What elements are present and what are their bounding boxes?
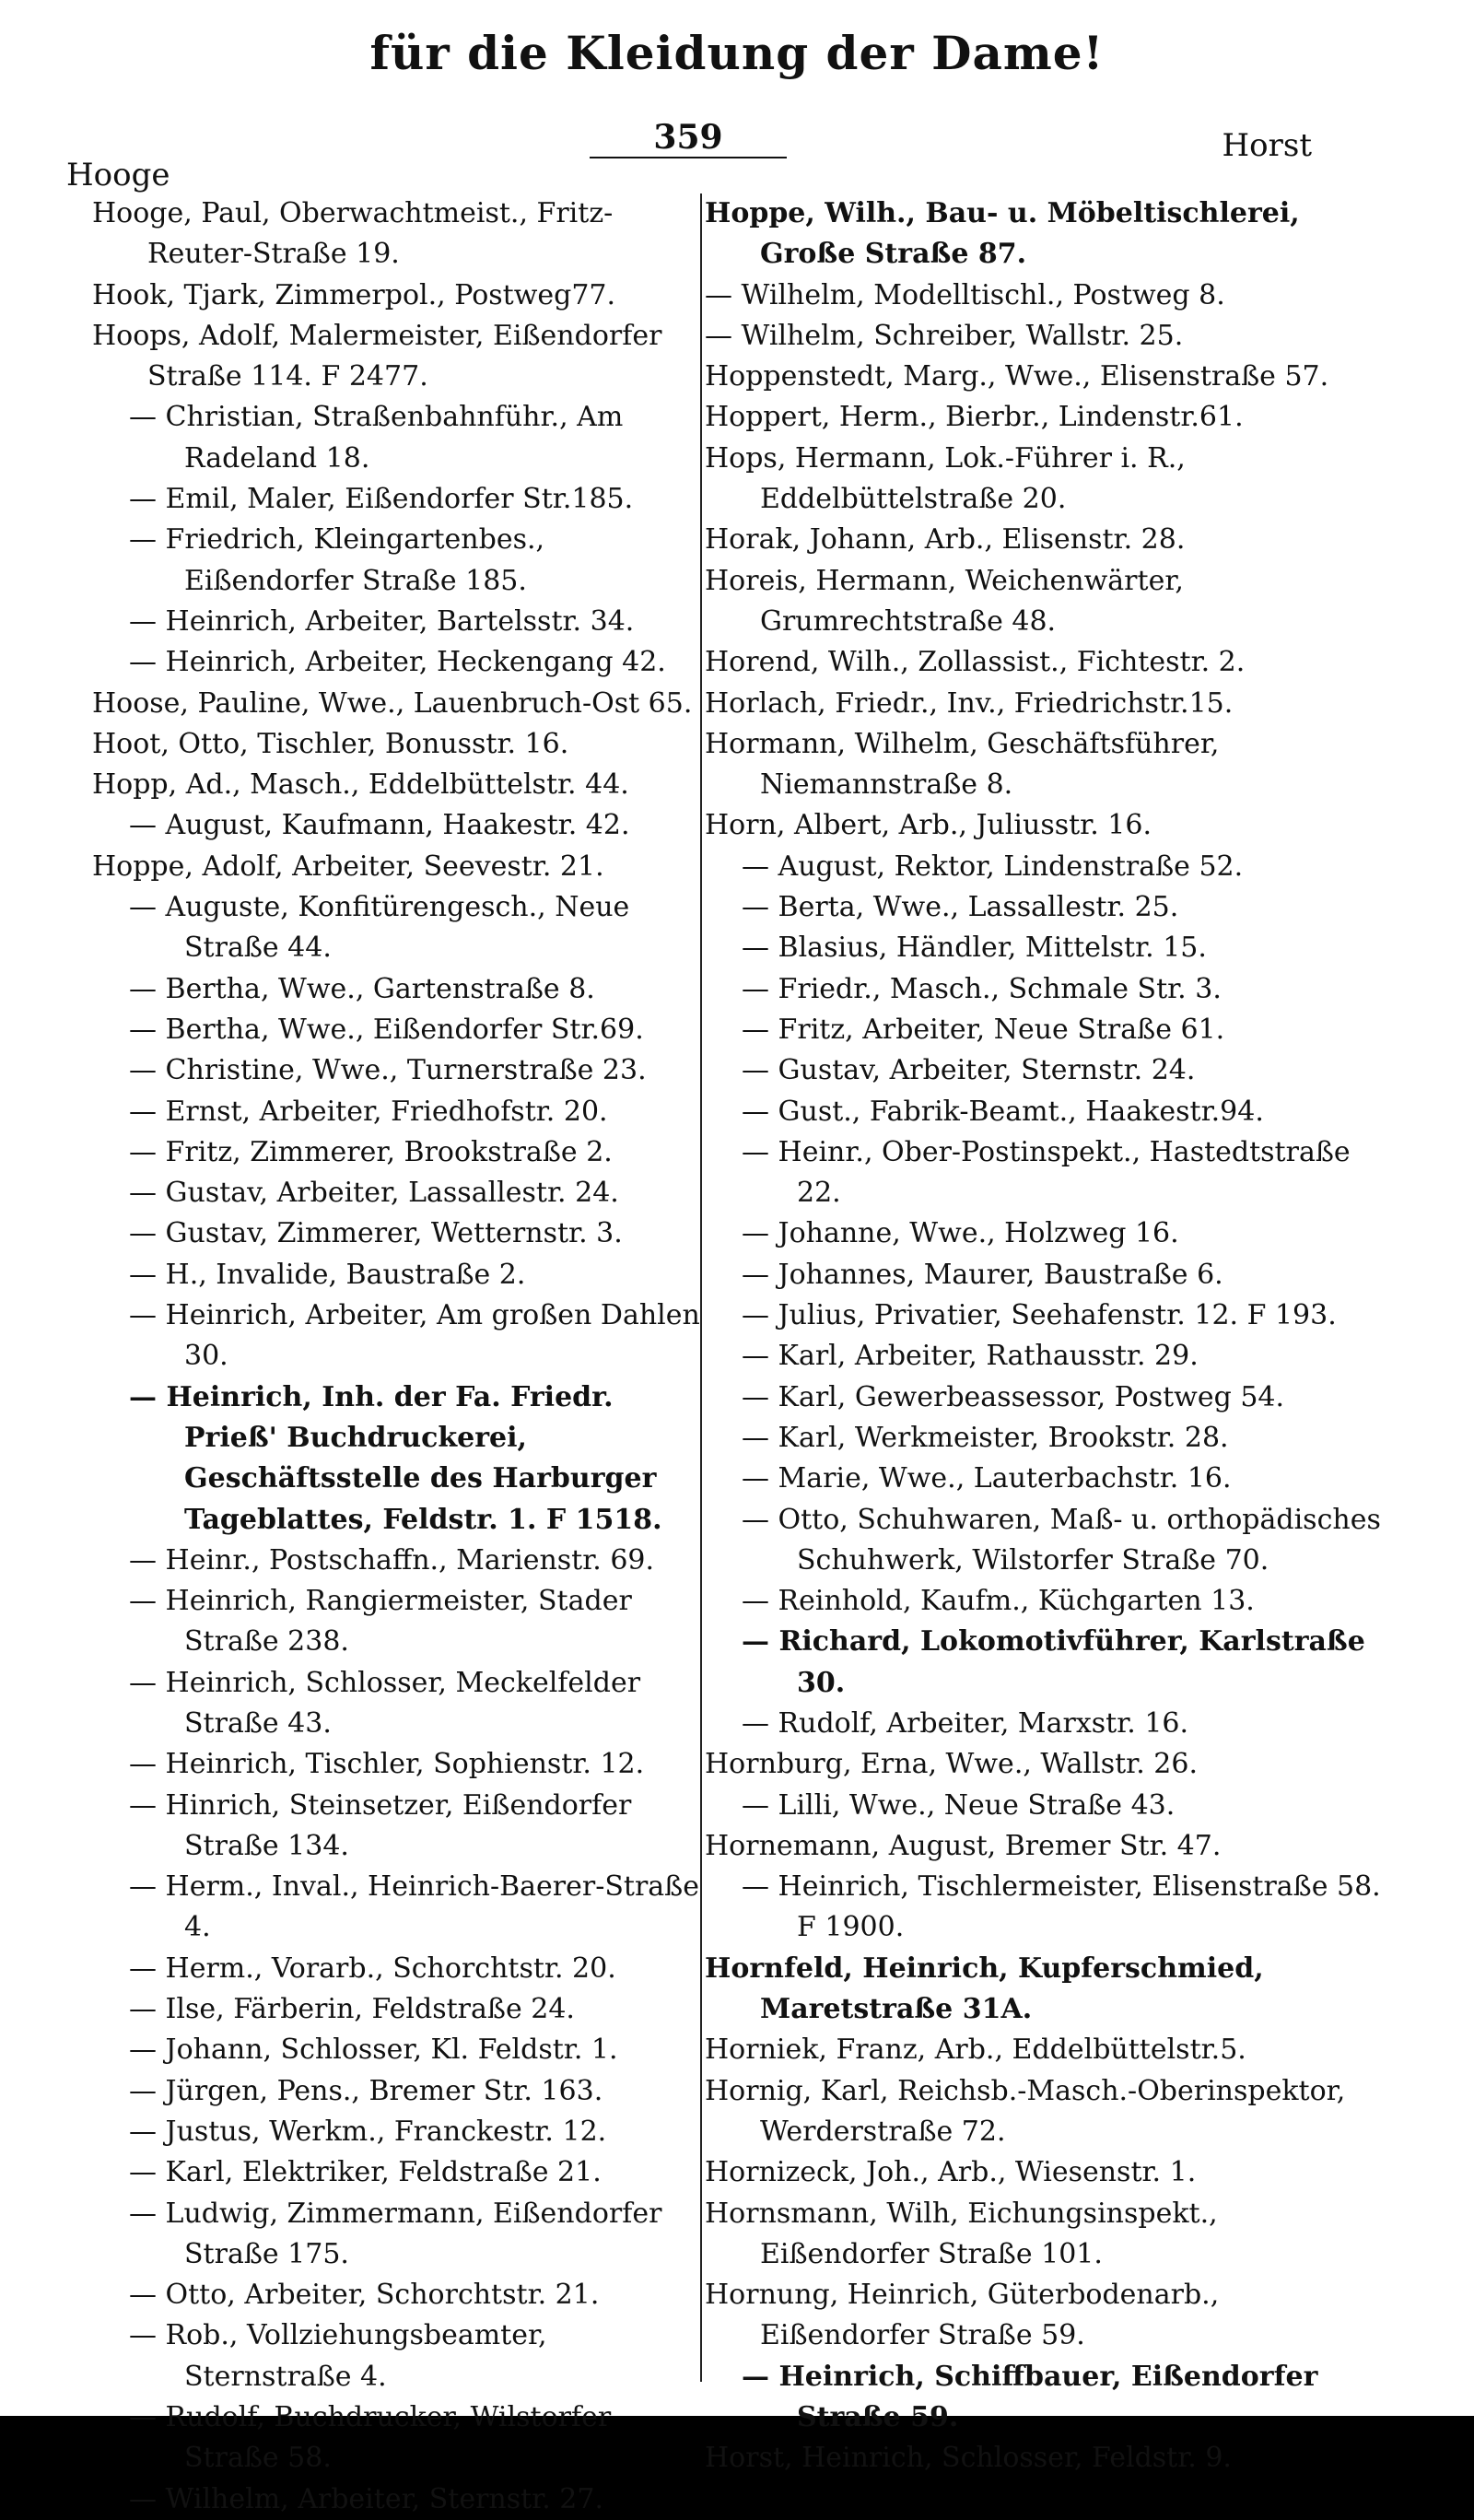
directory-entry: Hoot, Otto, Tischler, Bonusstr. 16. bbox=[92, 727, 569, 760]
directory-entry: — Heinrich, Arbeiter, Heckengang 42. bbox=[129, 646, 666, 679]
directory-entry: — Rob., Vollziehungsbeamter, Sternstraße 4. bbox=[129, 2319, 547, 2393]
directory-entry: — Rudolf, Buchdrucker, Wilstorfer Straße 58. bbox=[129, 2401, 612, 2475]
directory-entry: — Heinrich, Tischlermeister, Elisenstraße 58. F 1900. bbox=[742, 1870, 1381, 1944]
directory-entry: — Hinrich, Steinsetzer, Eißendorfer Straße 134. bbox=[129, 1788, 632, 1862]
directory-entry: — August, Rektor, Lindenstraße 52. bbox=[742, 850, 1244, 883]
directory-entry: — Gustav, Arbeiter, Lassallestr. 24. bbox=[129, 1177, 619, 1210]
directory-entry: Hornfeld, Heinrich, Kupferschmied, Maretstraße 31A. bbox=[705, 1952, 1264, 2026]
directory-entry: — Heinrich, Schlosser, Meckelfelder Straße 43. bbox=[129, 1666, 641, 1740]
directory-entry: — Wilhelm, Arbeiter, Sternstr. 27. bbox=[129, 2482, 604, 2515]
directory-entry: — Heinrich, Tischler, Sophienstr. 12. bbox=[129, 1748, 645, 1781]
directory-entry: — August, Kaufmann, Haakestr. 42. bbox=[129, 809, 630, 842]
directory-entry: Hornemann, August, Bremer Str. 47. bbox=[705, 1829, 1222, 1862]
directory-entry: — Fritz, Zimmerer, Brookstraße 2. bbox=[129, 1135, 613, 1168]
directory-entry: Horend, Wilh., Zollassist., Fichtestr. 2. bbox=[705, 646, 1246, 679]
directory-entry: Hoppert, Herm., Bierbr., Lindenstr.61. bbox=[705, 401, 1244, 434]
directory-entry: — Bertha, Wwe., Gartenstraße 8. bbox=[129, 972, 595, 1005]
directory-entry: Hooge, Paul, Oberwachtmeist., Fritz-Reuter-Straße 19. bbox=[92, 197, 614, 271]
directory-entry: — Auguste, Konfitürengesch., Neue Straße 44. bbox=[129, 891, 630, 965]
directory-entry: — Bertha, Wwe., Eißendorfer Str.69. bbox=[129, 1013, 644, 1046]
directory-entry: — Wilhelm, Modelltischl., Postweg 8. bbox=[705, 278, 1225, 311]
directory-entry: — Ludwig, Zimmermann, Eißendorfer Straße 175. bbox=[129, 2197, 662, 2270]
directory-entry: — Ernst, Arbeiter, Friedhofstr. 20. bbox=[129, 1095, 608, 1128]
directory-entry: Horeis, Hermann, Weichenwärter, Grumrechtstraße 48. bbox=[705, 564, 1184, 638]
directory-entry: — H., Invalide, Baustraße 2. bbox=[129, 1258, 526, 1291]
directory-entry: — Friedrich, Kleingartenbes., Eißendorfer Straße 185. bbox=[129, 523, 545, 597]
directory-entry: — Marie, Wwe., Lauterbachstr. 16. bbox=[742, 1462, 1232, 1495]
directory-entry: — Heinrich, Arbeiter, Bartelsstr. 34. bbox=[129, 604, 635, 638]
directory-entry: Hops, Hermann, Lok.-Führer i. R., Eddelbüttelstraße 20. bbox=[705, 441, 1186, 516]
directory-entry: Horlach, Friedr., Inv., Friedrichstr.15. bbox=[705, 686, 1234, 720]
advertisement-banner: für die Kleidung der Dame! bbox=[369, 26, 1105, 80]
directory-entry: — Otto, Arbeiter, Schorchtstr. 21. bbox=[129, 2279, 600, 2312]
directory-entry: — Wilhelm, Schreiber, Wallstr. 25. bbox=[705, 319, 1184, 352]
directory-entry: — Johanne, Wwe., Holzweg 16. bbox=[742, 1217, 1179, 1250]
directory-entry: — Johannes, Maurer, Baustraße 6. bbox=[742, 1258, 1223, 1291]
directory-entry: — Christian, Straßenbahnführ., Am Radeland 18. bbox=[129, 401, 624, 475]
directory-entry: — Reinhold, Kaufm., Küchgarten 13. bbox=[742, 1585, 1255, 1618]
directory-entry: — Heinrich, Arbeiter, Am großen Dahlen 30. bbox=[129, 1299, 700, 1373]
directory-entry: — Karl, Werkmeister, Brookstr. 28. bbox=[742, 1421, 1229, 1454]
directory-entry: Hopp, Ad., Masch., Eddelbüttelstr. 44. bbox=[92, 768, 629, 802]
directory-entry: — Gust., Fabrik-Beamt., Haakestr.94. bbox=[742, 1095, 1264, 1128]
directory-entry: — Gustav, Arbeiter, Sternstr. 24. bbox=[742, 1054, 1196, 1087]
directory-entry: Horniek, Franz, Arb., Eddelbüttelstr.5. bbox=[705, 2034, 1246, 2067]
running-head-left: Hooge bbox=[66, 157, 170, 193]
directory-entry: — Heinrich, Schiffbauer, Eißendorfer Straße 59. bbox=[742, 2360, 1318, 2434]
directory-entry: Horn, Albert, Arb., Juliusstr. 16. bbox=[705, 809, 1152, 842]
directory-entry: — Fritz, Arbeiter, Neue Straße 61. bbox=[742, 1013, 1225, 1046]
directory-entry: — Karl, Elektriker, Feldstraße 21. bbox=[129, 2156, 602, 2189]
directory-entry: — Herm., Inval., Heinrich-Baerer-Straße 4. bbox=[129, 1870, 699, 1944]
directory-entry: — Christine, Wwe., Turnerstraße 23. bbox=[129, 1054, 647, 1087]
directory-entry: Hornburg, Erna, Wwe., Wallstr. 26. bbox=[705, 1748, 1199, 1781]
directory-entry: — Berta, Wwe., Lassallestr. 25. bbox=[742, 891, 1179, 924]
directory-entry: — Richard, Lokomotivführer, Karlstraße 30. bbox=[742, 1625, 1365, 1699]
running-head-right: Horst bbox=[1222, 127, 1312, 164]
directory-entry: — Justus, Werkm., Franckestr. 12. bbox=[129, 2115, 607, 2148]
directory-entry: — Karl, Gewerbeassessor, Postweg 54. bbox=[742, 1380, 1285, 1413]
directory-entry: Hoppe, Adolf, Arbeiter, Seevestr. 21. bbox=[92, 850, 604, 883]
page-number: 359 bbox=[653, 118, 723, 157]
directory-entry: Hormann, Wilhelm, Geschäftsführer, Niemannstraße 8. bbox=[705, 727, 1220, 802]
directory-entry: Hornig, Karl, Reichsb.-Masch.-Oberinspektor, Werderstraße 72. bbox=[705, 2074, 1346, 2148]
directory-entry: — Gustav, Zimmerer, Wetternstr. 3. bbox=[129, 1217, 623, 1250]
directory-entry: Hornsmann, Wilh, Eichungsinspekt., Eißendorfer Straße 101. bbox=[705, 2197, 1218, 2270]
directory-entry: — Julius, Privatier, Seehafenstr. 12. F 193. bbox=[742, 1299, 1337, 1332]
directory-entry: — Rudolf, Arbeiter, Marxstr. 16. bbox=[742, 1706, 1189, 1740]
directory-entry: Horak, Johann, Arb., Elisenstr. 28. bbox=[705, 523, 1186, 557]
directory-entry: Hoppe, Wilh., Bau- u. Möbeltischlerei, Große Straße 87. bbox=[705, 197, 1300, 271]
directory-entry: — Jürgen, Pens., Bremer Str. 163. bbox=[129, 2074, 603, 2107]
directory-entry: — Heinr., Ober-Postinspekt., Hastedtstraße 22. bbox=[742, 1135, 1351, 1210]
directory-entry: — Heinrich, Inh. der Fa. Friedr. Prieß' Buchdruckerei, Geschäftsstelle des Harburger Tageblattes, Feldstr. 1. F 1518. bbox=[129, 1380, 662, 1536]
directory-entry: — Johann, Schlosser, Kl. Feldstr. 1. bbox=[129, 2034, 618, 2067]
directory-entry: Hook, Tjark, Zimmerpol., Postweg77. bbox=[92, 278, 616, 311]
directory-entry: — Lilli, Wwe., Neue Straße 43. bbox=[742, 1788, 1176, 1822]
directory-entry: — Friedr., Masch., Schmale Str. 3. bbox=[742, 972, 1222, 1005]
directory-entry: — Blasius, Händler, Mittelstr. 15. bbox=[742, 932, 1207, 965]
directory-entry: Hoose, Pauline, Wwe., Lauenbruch-Ost 65. bbox=[92, 686, 693, 720]
page-header bbox=[0, 118, 1474, 193]
directory-entry: Hoppenstedt, Marg., Wwe., Elisenstraße 57. bbox=[705, 360, 1329, 393]
directory-entry: — Otto, Schuhwaren, Maß- u. orthopädisches Schuhwerk, Wilstorfer Straße 70. bbox=[742, 1503, 1381, 1576]
directory-entry: — Ilse, Färberin, Feldstraße 24. bbox=[129, 1993, 575, 2026]
directory-entry: Hornizeck, Joh., Arb., Wiesenstr. 1. bbox=[705, 2156, 1197, 2189]
right-column bbox=[705, 193, 1386, 2479]
directory-entry: — Karl, Arbeiter, Rathausstr. 29. bbox=[742, 1340, 1199, 1373]
directory-entry: — Heinrich, Rangiermeister, Stader Straße 238. bbox=[129, 1585, 632, 1659]
page-number-rule bbox=[590, 157, 787, 158]
directory-entry: — Heinr., Postschaffn., Marienstr. 69. bbox=[129, 1543, 655, 1576]
directory-entry: — Emil, Maler, Eißendorfer Str.185. bbox=[129, 483, 634, 516]
directory-entry: Hoops, Adolf, Malermeister, Eißendorfer Straße 114. F 2477. bbox=[92, 319, 662, 393]
directory-entry: Hornung, Heinrich, Güterbodenarb., Eißendorfer Straße 59. bbox=[705, 2279, 1220, 2352]
directory-entry: Horst, Heinrich, Schlosser, Feldstr. 9. bbox=[705, 2442, 1232, 2475]
left-column bbox=[92, 193, 705, 2520]
directory-entry: — Herm., Vorarb., Schorchtstr. 20. bbox=[129, 1952, 616, 1985]
